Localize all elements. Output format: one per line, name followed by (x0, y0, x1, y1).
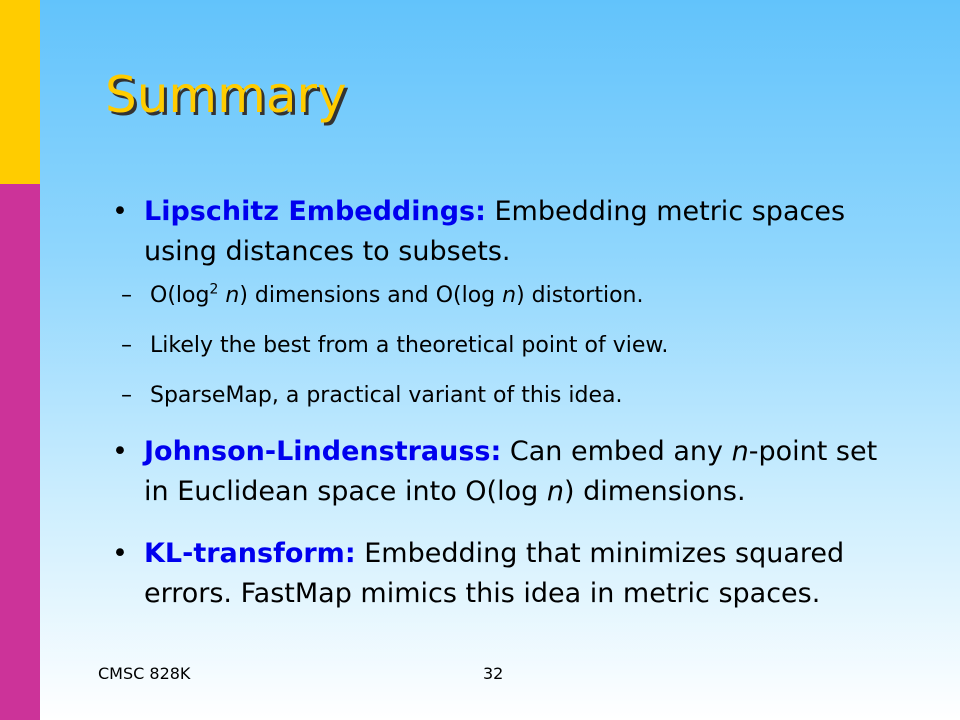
sub-dash: – (121, 383, 132, 408)
bullet-dot: • (112, 196, 128, 227)
slide-content (110, 192, 910, 614)
bullet-text: Embedding that minimizes squared errors. FastMap mimics this idea in metric spaces. (144, 538, 845, 609)
accent-bar-yellow (0, 0, 40, 184)
bullet-dot: • (112, 436, 128, 467)
footer-course: CMSC 828K (98, 664, 191, 683)
bullet-term: KL-transform: (144, 538, 356, 569)
bullet-johnson-lindenstrauss: • Johnson-Lindenstrauss: Can embed any n-point set in Euclidean space into O(log n) dimensions. (110, 432, 910, 512)
sub-item-dimensions: – $O(\log^2$ n) dimensions and O(log n) distortion. (121, 281, 644, 308)
accent-bar-magenta (0, 184, 40, 720)
bullet-text: Embedding metric spaces using distances to subsets. (144, 196, 846, 267)
bullet-term: Johnson-Lindenstrauss: (144, 436, 502, 467)
slide-title: Summary (105, 66, 347, 124)
bullet-lipschitz (110, 192, 910, 272)
bullet-kl-transform (110, 534, 910, 614)
footer-page-number: 32 (483, 664, 504, 683)
sub-item-sparsemap: – SparseMap, a practical variant of this idea. (121, 383, 623, 408)
sub-item-theoretical: – Likely the best from a theoretical point of view. (121, 333, 669, 358)
bullet-dot: • (112, 538, 128, 569)
bullet-term: Lipschitz Embeddings: (144, 196, 486, 227)
sub-list-lipschitz (110, 282, 910, 410)
sub-dash: – (121, 283, 132, 308)
sub-dash: – (121, 333, 132, 358)
